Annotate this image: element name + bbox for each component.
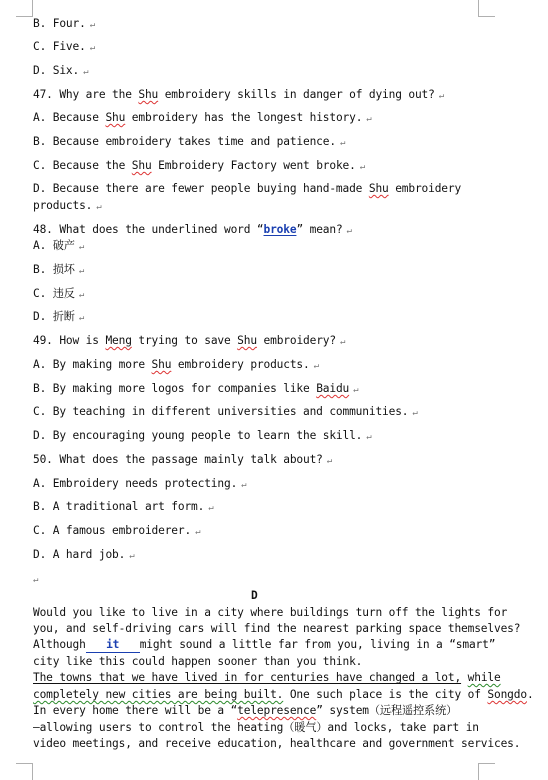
q49-option-c: C. By teaching in different universities and communities. ↵ bbox=[33, 405, 418, 418]
return-mark-icon: ↵ bbox=[78, 313, 85, 323]
section-heading: D bbox=[251, 589, 258, 602]
question-50: 50. What does the passage mainly talk about? ↵ bbox=[33, 453, 333, 466]
underlined-word: broke bbox=[263, 223, 297, 236]
q50-option-b: B. A traditional art form. ↵ bbox=[33, 500, 214, 513]
passage-line: The towns that we have lived in for centuries have changed a lot, while bbox=[33, 671, 501, 684]
q48-option-d: D. 折断 ↵ bbox=[33, 310, 85, 323]
q47-option-c: C. Because the Shu Embroidery Factory went broke. ↵ bbox=[33, 159, 365, 172]
return-mark-icon: ↵ bbox=[89, 43, 95, 53]
q49-option-b: B. By making more logos for companies like Baidu ↵ bbox=[33, 382, 359, 395]
q50-option-d: D. A hard job. ↵ bbox=[33, 548, 135, 561]
return-mark-icon: ↵ bbox=[33, 575, 39, 585]
q48-option-b: B. 损坏 ↵ bbox=[33, 263, 85, 276]
question-47: 47. Why are the Shu embroidery skills in danger of dying out? ↵ bbox=[33, 88, 445, 101]
return-mark-icon: ↵ bbox=[96, 202, 102, 212]
passage-line: Although it might sound a little far from you, living in a “smart” bbox=[33, 638, 496, 651]
option-b: B. Four. ↵ bbox=[33, 17, 95, 30]
return-mark-icon: ↵ bbox=[241, 480, 247, 490]
return-mark-icon: ↵ bbox=[412, 408, 418, 418]
passage-line: city like this could happen sooner than you think. bbox=[33, 655, 363, 668]
return-mark-icon: ↵ bbox=[195, 527, 201, 537]
passage-line: —allowing users to control the heating（暖气）and locks, take part in bbox=[33, 721, 479, 734]
empty-paragraph bbox=[33, 572, 38, 587]
return-mark-icon: ↵ bbox=[366, 432, 372, 442]
q48-option-c: C. 违反 ↵ bbox=[33, 287, 85, 300]
return-mark-icon: ↵ bbox=[78, 242, 85, 252]
passage-line: Would you like to live in a city where buildings turn off the lights for bbox=[33, 606, 508, 619]
q47-option-a: A. Because Shu embroidery has the longest history. ↵ bbox=[33, 111, 372, 124]
page-corner-mark bbox=[478, 0, 495, 17]
passage-line: video meetings, and receive education, healthcare and government services. bbox=[33, 737, 521, 750]
page-corner-mark bbox=[478, 763, 495, 780]
return-mark-icon: ↵ bbox=[129, 551, 135, 561]
q50-option-a: A. Embroidery needs protecting. ↵ bbox=[33, 477, 247, 490]
return-mark-icon: ↵ bbox=[366, 114, 372, 124]
return-mark-icon: ↵ bbox=[83, 67, 89, 77]
return-mark-icon: ↵ bbox=[346, 226, 352, 236]
underlined-blank: it bbox=[86, 638, 140, 653]
return-mark-icon: ↵ bbox=[339, 138, 346, 148]
return-mark-icon: ↵ bbox=[326, 456, 333, 466]
return-mark-icon: ↵ bbox=[208, 503, 214, 513]
return-mark-icon: ↵ bbox=[353, 385, 359, 395]
passage-line: completely new cities are being built. One such place is the city of Songdo. bbox=[33, 688, 534, 701]
q47-option-d: D. Because there are fewer people buying hand-made Shu embroidery bbox=[33, 182, 462, 195]
option-d: D. Six. ↵ bbox=[33, 64, 89, 77]
page-corner-mark bbox=[16, 763, 33, 780]
return-mark-icon: ↵ bbox=[78, 290, 85, 300]
passage-line: you, and self-driving cars will find the nearest parking space themselves? bbox=[33, 622, 521, 635]
q49-option-a: A. By making more Shu embroidery products. ↵ bbox=[33, 358, 319, 371]
return-mark-icon: ↵ bbox=[313, 361, 319, 371]
option-c: C. Five. ↵ bbox=[33, 40, 95, 53]
question-49: 49. How is Meng trying to save Shu embroidery? ↵ bbox=[33, 334, 346, 347]
q49-option-d: D. By encouraging young people to learn the skill. ↵ bbox=[33, 429, 372, 442]
return-mark-icon: ↵ bbox=[78, 266, 85, 276]
q47-option-d-cont: products. ↵ bbox=[33, 199, 102, 212]
return-mark-icon: ↵ bbox=[438, 91, 445, 101]
page-corner-mark bbox=[16, 0, 33, 17]
return-mark-icon: ↵ bbox=[359, 162, 365, 172]
q50-option-c: C. A famous embroiderer. ↵ bbox=[33, 524, 201, 537]
passage-line: In every home there will be a “telepresence” system（远程遥控系统） bbox=[33, 704, 458, 717]
return-mark-icon: ↵ bbox=[89, 20, 95, 30]
return-mark-icon: ↵ bbox=[339, 337, 346, 347]
question-48: 48. What does the underlined word “broke” mean? ↵ bbox=[33, 223, 352, 236]
q48-option-a: A. 破产 ↵ bbox=[33, 239, 85, 252]
q47-option-b: B. Because embroidery takes time and patience. ↵ bbox=[33, 135, 346, 148]
